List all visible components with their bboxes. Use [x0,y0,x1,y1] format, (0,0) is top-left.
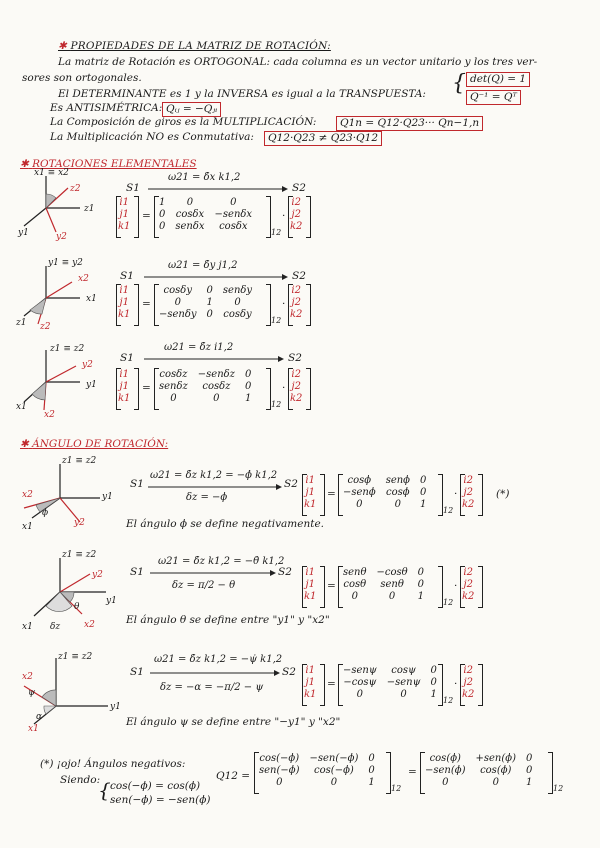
rotation-matrix-psi [338,664,442,700]
s1-label: S1 [126,182,140,194]
matrix-cell: 1 [420,498,427,510]
bracket [306,196,311,238]
matrix-cell: 0 [442,776,449,788]
bracket [460,474,465,516]
bracket [134,368,139,410]
axis-label: x1 [86,294,97,304]
bracket [116,368,121,410]
matrix-cell: 0 [206,284,213,296]
axis-label: x2 [22,672,33,682]
vector-entry: i2 [291,284,301,296]
dot-operator: · [454,488,458,500]
matrix-cell: 0 [174,296,181,308]
negative-angles-note: (*) ¡ojo! Ángulos negativos: [40,758,186,770]
properties-title-text: PROPIEDADES DE LA MATRIZ DE ROTACIÓN: [70,40,331,52]
vector-entry: k2 [290,392,303,404]
matrix-cell: 0 [420,474,427,486]
bracket [460,664,465,706]
axis-label: y2 [74,518,85,528]
s2-label: S2 [278,566,292,578]
axis-label: z1 ≡ z2 [62,550,97,560]
vector-entry: j2 [463,486,473,498]
matrix-cell: 0 [356,688,364,700]
bracket [306,284,311,326]
vector-entry: i1 [119,284,129,296]
matrix-cell: cos(−ϕ) [314,764,354,776]
matrix-subscript: 12 [443,696,454,705]
vector-entry: j2 [463,578,473,590]
matrix-cell: 0 [244,368,252,380]
matrix-cell: +sen(ϕ) [475,752,516,764]
matrix-cell: 0 [430,664,437,676]
matrix-cell: 0 [526,752,533,764]
matrix-subscript: 12 [271,400,282,409]
bracket [302,474,307,516]
equals-sign: = [142,298,151,310]
vector-entry: k2 [290,308,303,320]
axis-label: x2 [22,490,33,500]
bracket [338,664,343,706]
elemental-title-text: ROTACIONES ELEMENTALES [32,158,197,170]
axis-label: δz [50,622,61,632]
vector-entry: i2 [463,664,473,676]
omega-21: ω21 = δ̇y j1,2 [168,260,238,271]
vector-entry: k2 [462,498,475,510]
matrix-cell: −senδy [159,308,197,320]
axis-label: x1 ≡ x2 [34,168,69,178]
identity-sen: sen(−ϕ) = −sen(ϕ) [110,794,211,806]
axis-label: z1 ≡ z2 [50,344,85,354]
matrix-cell: cosδy [163,284,192,296]
matrix-cell: 0 [330,776,338,788]
axis-label: y2 [82,360,93,370]
matrix-cell: 0 [159,220,166,232]
vector-entry: i1 [119,196,129,208]
s2-label: S2 [282,666,296,678]
vector-entry: j1 [119,296,129,308]
matrix-cell: 0 [417,566,425,578]
matrix-cell: cosδx [219,220,248,232]
matrix-subscript: 12 [271,316,282,325]
matrix-cell: 0 [526,764,533,776]
matrix-cell: sen(−ϕ) [259,764,300,776]
s1-label: S1 [130,478,144,490]
vector-entry: i1 [119,368,129,380]
omega-21: ω21 = δ̇x k1,2 [168,172,241,183]
bracket [302,664,307,706]
axis-label: x1 [16,402,27,412]
matrix-cell: cosδz [202,380,231,392]
bracket [288,196,293,238]
bracket [302,566,307,608]
properties-title [58,40,331,53]
inverse-box: Q⁻¹ = Qᵀ [466,90,521,105]
q12-label: Q12 = [216,770,251,782]
s2-label: S2 [292,182,306,194]
axis-label: z1 ≡ z2 [62,456,97,466]
matrix-cell: cosϕ [347,474,372,486]
matrix-cell: −sen(ϕ) [425,764,466,776]
note-theta: El ángulo θ se define entre "y1" y "x2" [126,614,330,626]
matrix-cell: 1 [368,776,375,788]
matrix-cell: 0 [400,688,407,700]
s1-label: S1 [130,566,144,578]
asterisk-icon: ✱ [20,158,29,170]
axis-label: x1 [22,522,33,532]
matrix-cell: 0 [430,676,437,688]
noncommutative-box: Q12·Q23 ≠ Q23·Q12 [264,131,382,146]
matrix-cell: 0 [351,590,358,602]
arrow-icon [144,356,284,362]
matrix-cell: 1 [417,590,425,602]
matrix-cell: 0 [368,764,375,776]
bracket [320,566,325,608]
property-antisymmetric: Es ANTISIMÉTRICA: [50,102,163,114]
multiplication-box: Q1n = Q12·Q23··· Qn−1,n [336,116,483,131]
s1-label: S1 [120,270,134,282]
axis-label: y1 [86,380,97,390]
matrix-cell: 0 [420,486,427,498]
angle-symbol: θ [74,602,80,612]
axis-label: y1 [110,702,121,712]
matrix-cell: 0 [186,196,194,208]
matrix-cell: 0 [230,196,237,208]
equals-sign: = [142,382,151,394]
vector-entry: k1 [304,590,317,602]
vector-entry: j1 [305,676,315,688]
angle-section-title [20,438,168,451]
dot-operator: · [282,382,286,394]
vector-entry: i1 [305,664,315,676]
vector-entry: j2 [291,208,301,220]
s1-label: S1 [130,666,144,678]
asterisk-icon: ✱ [58,40,67,52]
matrix-cell: senδz [159,380,188,392]
matrix-subscript: 12 [443,598,454,607]
s2-label: S2 [292,270,306,282]
axis-label: y1 [18,228,29,238]
axis-label: x2 [84,620,95,630]
det-box: det(Q) = 1 [466,72,530,87]
property-orthogonal-cont: sores son ortogonales. [22,72,142,84]
omega-21: ω21 = δ̇z k1,2 = −θ̇ k1,2 [158,556,285,567]
omega-21: ω21 = δ̇z k1,2 = −ψ̇ k1,2 [154,654,283,665]
dot-operator: · [454,678,458,690]
vector-entry: j2 [291,380,301,392]
bracket [338,474,343,516]
matrix-cell: 0 [170,392,177,404]
matrix-cell: −cosθ [376,566,408,578]
matrix-cell: senδy [222,284,253,296]
omega-21: ω21 = δ̇z i1,2 [164,342,234,353]
matrix-cell: senϕ [385,474,410,486]
matrix-cell: senδx [175,220,205,232]
axis-label: x2 [44,410,55,420]
arrow-icon [144,274,288,280]
delta-z: δz = −ϕ [186,492,228,503]
bracket [154,196,159,238]
matrix-cell: 0 [417,578,425,590]
bracket [478,664,483,706]
note-phi: El ángulo ϕ se define negativamente. [126,518,325,530]
rotation-matrix-theta [338,566,429,602]
vector-entry: j2 [463,676,473,688]
vector-entry: k1 [304,688,317,700]
note-psi: El ángulo ψ se define entre "−y1" y "x2" [126,716,341,728]
matrix-cell: −senδz [197,368,235,380]
axis-label: y1 ≡ y2 [48,258,83,268]
matrix-cell: −senψ [386,676,421,688]
matrix-cell: −sen(−ϕ) [309,752,359,764]
arrow-icon [148,484,282,490]
arrow-icon [150,670,280,676]
equals-sign: = [327,488,336,500]
vector-entry: i2 [463,474,473,486]
matrix-cell: −senψ [343,664,377,676]
vector-entry: j1 [119,208,129,220]
matrix-cell: 0 [356,498,363,510]
axis-label: z1 ≡ z2 [58,652,93,662]
q12-matrix-positive [420,752,537,788]
arrow-icon [148,186,288,192]
antisymmetric-box: Qᵢⱼ = −Qⱼᵢ [162,102,221,117]
matrix-cell: 1 [244,392,252,404]
property-determinant: El DETERMINANTE es 1 y la INVERSA es igual a la TRANSPUESTA: [58,88,426,100]
matrix-cell: 0 [244,380,252,392]
bracket [154,284,159,326]
matrix-cell: 0 [394,498,402,510]
dot-operator: · [282,298,286,310]
bracket [460,566,465,608]
vector-entry: j1 [305,578,315,590]
axis-label: z2 [70,184,81,194]
angle-symbol: ϕ [42,508,49,518]
matrix-cell: 0 [234,296,241,308]
curly-brace: { [98,778,111,802]
vector-entry: j1 [305,486,315,498]
angle-title-text: ÁNGULO DE ROTACIÓN: [32,438,169,450]
equals-sign: = [327,678,336,690]
matrix-cell: 1 [159,196,166,208]
curly-brace: { [452,71,466,96]
matrix-subscript: 12 [391,784,402,793]
vector-entry: k1 [118,308,131,320]
matrix-cell: −senϕ [343,486,376,498]
angle-symbol: α [36,712,43,722]
bracket [288,284,293,326]
dot-operator: · [282,210,286,222]
matrix-cell: 0 [213,392,220,404]
matrix-cell: cosψ [391,664,416,676]
matrix-cell: cosθ [343,578,367,590]
axis-label: y2 [92,570,103,580]
axis-label: z2 [40,322,51,332]
property-noncommutative: La Multiplicación NO es Conmutativa: [50,131,254,143]
matrix-cell: −cosψ [343,676,377,688]
bracket [254,752,259,794]
matrix-cell: 1 [526,776,533,788]
equals-sign: = [408,766,417,778]
matrix-subscript: 12 [443,506,454,515]
bracket [116,196,121,238]
axis-label: y1 [106,596,117,606]
vector-entry: i2 [463,566,473,578]
matrix-subscript: 12 [271,228,282,237]
matrix-cell: senθ [343,566,367,578]
bracket [134,284,139,326]
bracket [478,474,483,516]
matrix-cell: 0 [276,776,283,788]
vector-entry: i1 [305,566,315,578]
vector-entry: k2 [462,590,475,602]
matrix-cell: 0 [368,752,375,764]
rotation-matrix-x [154,196,257,232]
matrix-cell: 1 [430,688,437,700]
dot-operator: · [454,580,458,592]
vector-entry: k2 [462,688,475,700]
property-orthogonal: La matriz de Rotación es ORTOGONAL: cada columna es un vector unitario y los tres ver- [58,56,538,68]
matrix-cell: cos(ϕ) [480,764,512,776]
vector-entry: i2 [291,368,301,380]
matrix-cell: senθ [380,578,404,590]
axis-label: z1 [16,318,27,328]
axis-label: x1 [28,724,39,734]
omega-21: ω21 = δ̇z k1,2 = −ϕ̇ k1,2 [150,470,278,481]
matrix-cell: cosδx [175,208,205,220]
matrix-cell: 0 [206,308,213,320]
vector-entry: k1 [304,498,317,510]
angle-symbol: ψ [28,688,36,698]
axis-label: y1 [102,492,113,502]
bracket [288,368,293,410]
delta-z: δz = −α = −π/2 − ψ [160,682,264,693]
q12-matrix-negative [254,752,380,788]
property-composition: La Composición de giros es la MULTIPLICACIÓN: [50,116,317,128]
axis-label: x2 [78,274,89,284]
matrix-cell: 0 [492,776,499,788]
rotation-matrix-y [154,284,257,320]
arrow-icon [150,570,276,576]
matrix-cell: 1 [206,296,213,308]
matrix-cell: cosϕ [386,486,410,498]
bracket [478,566,483,608]
axis-label: z1 [84,204,95,214]
bracket [154,368,159,410]
identity-cos: cos(−ϕ) = cos(ϕ) [110,780,201,792]
vector-entry: k1 [118,220,131,232]
matrix-cell: −senδx [214,208,253,220]
vector-entry: j1 [119,380,129,392]
s1-label: S1 [120,352,134,364]
vector-entry: i2 [291,196,301,208]
matrix-cell: cosδy [223,308,252,320]
bracket [134,196,139,238]
bracket [116,284,121,326]
footnote-mark: (*) [496,488,510,500]
angle-theta-diagram [20,552,120,632]
equals-sign: = [327,580,336,592]
matrix-cell: cos(ϕ) [429,752,461,764]
matrix-cell: cos(−ϕ) [259,752,300,764]
rotation-matrix-z [154,368,256,404]
vector-entry: i1 [305,474,315,486]
matrix-subscript: 12 [553,784,564,793]
vector-entry: k2 [290,220,303,232]
matrix-cell: 0 [388,590,396,602]
equals-sign: = [142,210,151,222]
siendo-label: Siendo: [60,774,101,786]
axis-label: x1 [22,622,33,632]
delta-z: δz = π/2 − θ [172,580,236,591]
s2-label: S2 [288,352,302,364]
rotation-matrix-phi [338,474,431,510]
matrix-cell: cosδz [159,368,188,380]
s2-label: S2 [284,478,298,490]
bracket [338,566,343,608]
vector-entry: j2 [291,296,301,308]
asterisk-icon: ✱ [20,438,29,450]
bracket [320,474,325,516]
bracket [306,368,311,410]
bracket [320,664,325,706]
matrix-cell: 0 [159,208,166,220]
bracket [420,752,425,794]
vector-entry: k1 [118,392,131,404]
axis-label: y2 [56,232,67,242]
